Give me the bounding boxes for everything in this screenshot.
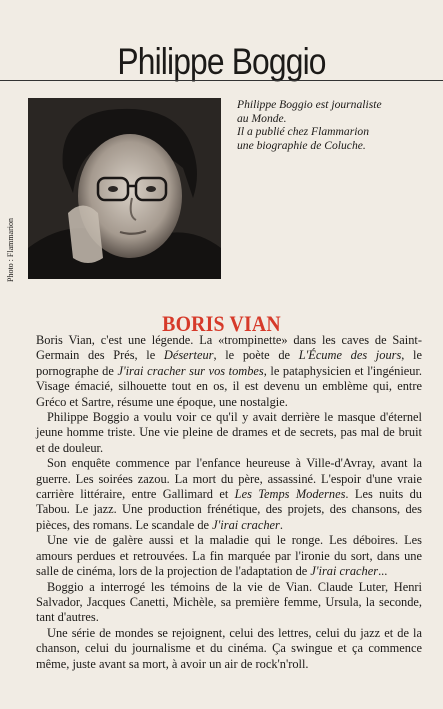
header-rule	[0, 80, 443, 81]
book-title: BORIS VIAN	[162, 311, 281, 337]
back-cover-summary	[36, 333, 422, 672]
bio-line: au Monde.	[237, 111, 287, 125]
summary-paragraph: Boggio a interrogé les témoins de la vie de Vian. Claude Luter, Henri Salvador, Jacques Canetti, Michèle, sa première femme, Ursula, la seconde, tant d'autres.	[36, 579, 422, 625]
bio-line: Philippe Boggio est journaliste	[237, 98, 382, 111]
summary-paragraph: Une vie de galère aussi et la maladie qui le ronge. Les déboires. Les amours perdues et retrouvées. La fin marquée par l'ironie du sort, dans une salle de cinéma, lors de la projection de l'adaptation de J'irai cracher...	[36, 533, 422, 579]
photo-credit: Photo : Flammarion	[6, 218, 15, 282]
bio-line: une biographie de Coluche.	[237, 138, 366, 152]
summary-paragraph: Son enquête commence par l'enfance heureuse à Ville-d'Avray, avant la guerre. Les soirées zazou. La mort du père, assassiné. L'espoir d'une vraie carrière littéraire, entre Gallimard et Les Temps Modernes. Les nuits du Tabou. Le jazz. Une production frénétique, des projets, des chansons, des pièces, des romans. Le scandale de J'irai cracher.	[36, 456, 422, 532]
author-photo	[28, 98, 221, 279]
author-name: Philippe Boggio	[117, 40, 326, 82]
bio-line: Il a publié chez Flammarion	[237, 125, 370, 138]
summary-paragraph: Boris Vian, c'est une légende. La «trompinette» dans les caves de Saint-Germain des Prés, le Déserteur, le poète de L'Écume des jours, le pornographe de J'irai cracher sur vos tombes, le pataphysicien et l'ingénieur. Visage émacié, silhouette tout en os, il est devenu un emblème qui, entre Gréco et Sartre, résume une époque, une nostalgie.	[36, 333, 423, 409]
summary-paragraph: Philippe Boggio a voulu voir ce qu'il y avait derrière le masque d'éternel jeune homme triste. Une vie pleine de drames et de secrets, pas mal de bruit et de douleur.	[36, 410, 422, 455]
portrait-illustration	[28, 98, 221, 279]
author-bio	[237, 98, 427, 152]
summary-paragraph: Une série de mondes se rejoignent, celui des lettres, celui du jazz et de la chanson, celui du journalisme et du cinéma. Ça swingue et ça commence même, juste avant sa mort, à avoir un air de rock'n'roll.	[36, 625, 422, 671]
